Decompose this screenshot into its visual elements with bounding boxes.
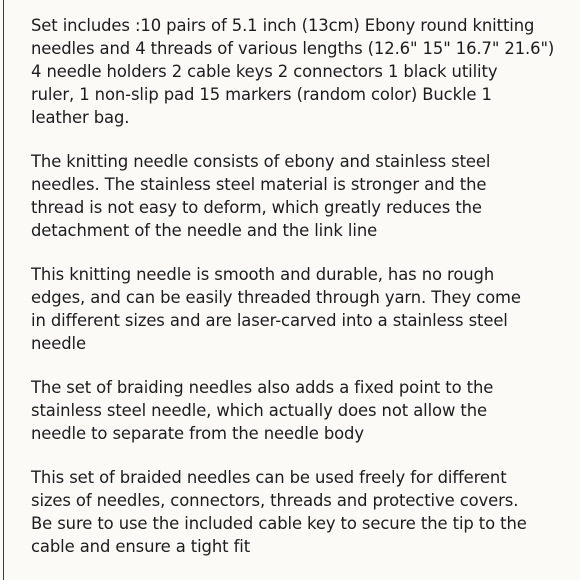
paragraph-set-contents: Set includes :10 pairs of 5.1 inch (13cm) Ebony round knitting needles and 4 threads of various lengths (12.6" 15" 16.7" 21.6") 4 needle holders 2 cable keys 2 connectors 1 black utility ruler, 1 non-slip pad 15 markers (random color) Buckle 1 leather bag. [31,16,555,127]
paragraph-durability: This knitting needle is smooth and durable, has no rough edges, and can be easily threaded through yarn. They come in different sizes and are laser-carved into a stainless steel needle [31,265,521,353]
description-text-block [31,14,577,579]
left-border-line [3,0,4,580]
paragraph-material: The knitting needle consists of ebony and stainless steel needles. The stainless steel material is stronger and the thread is not easy to deform, which greatly reduces the detachment of the needle and the link line [31,152,491,240]
paragraph-usage: This set of braided needles can be used freely for different sizes of needles, connectors, threads and protective covers. Be sure to use the included cable key to secure the tip to the cable and ensure a tight fit [31,468,527,556]
paragraph-fixed-point: The set of braiding needles also adds a fixed point to the stainless steel needle, which actually does not allow the needle to separate from the needle body [31,378,494,443]
